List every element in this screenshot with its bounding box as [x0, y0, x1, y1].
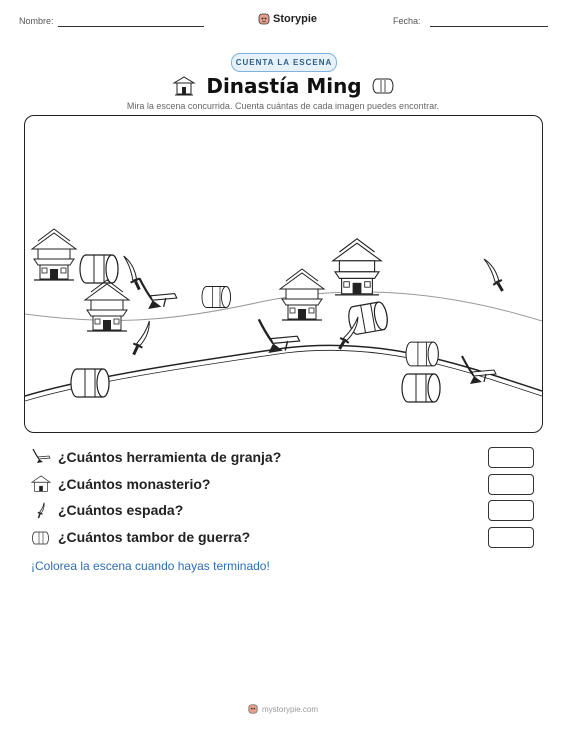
footer-url: mystorypie.com	[261, 704, 318, 714]
scene-drawing	[25, 116, 542, 432]
monastery-icon	[172, 75, 196, 97]
question-row-sword	[30, 500, 540, 527]
question-row-war-drum	[30, 527, 540, 554]
date-field[interactable]	[430, 26, 548, 27]
war-drum-icon	[406, 342, 438, 366]
war-drum-icon	[30, 528, 52, 548]
answer-box[interactable]	[488, 500, 534, 521]
monastery-icon	[32, 229, 76, 280]
brand-logo	[258, 12, 317, 26]
question-row-monastery	[30, 474, 540, 501]
counting-scene	[24, 115, 543, 433]
answer-box[interactable]	[488, 447, 534, 468]
section-badge: CUENTA LA ESCENA	[231, 53, 337, 72]
brand-name: Storypie	[273, 13, 318, 25]
monastery-icon	[333, 239, 381, 295]
question-list	[30, 447, 540, 553]
farm-plow-icon	[259, 319, 300, 353]
war-drum-icon	[372, 77, 394, 95]
question-text: ¿Cuántos espada?	[58, 502, 184, 518]
answer-box[interactable]	[488, 527, 534, 548]
war-drum-icon	[71, 369, 109, 397]
instructions: Mira la escena concurrida. Cuenta cuántas de cada imagen puedes encontrar.	[126, 101, 440, 111]
war-drum-icon	[402, 374, 440, 402]
question-row-farm-tool	[30, 447, 540, 474]
war-drum-icon	[80, 255, 118, 283]
sword-icon	[30, 501, 52, 521]
monastery-icon	[85, 280, 129, 331]
footer	[0, 703, 566, 715]
question-text: ¿Cuántos monasterio?	[58, 475, 211, 492]
monastery-icon	[30, 475, 52, 495]
farm-plow-icon	[30, 448, 52, 468]
name-field[interactable]	[58, 26, 204, 27]
storypie-mascot-icon	[258, 12, 270, 26]
monastery-icon	[280, 269, 324, 320]
storypie-mascot-icon	[248, 703, 258, 715]
war-drum-icon	[202, 287, 231, 308]
coloring-instruction: ¡Colorea la escena cuando hayas terminado!	[31, 559, 270, 573]
page-title: Dinastía Ming	[206, 74, 362, 98]
name-label: Nombre:	[19, 16, 54, 26]
sword-icon	[480, 256, 507, 293]
farm-plow-icon	[139, 278, 176, 309]
question-text: ¿Cuántos tambor de guerra?	[58, 528, 251, 545]
sword-icon	[129, 319, 154, 357]
worksheet-header	[0, 12, 566, 34]
sword-icon	[119, 254, 144, 292]
answer-box[interactable]	[488, 474, 534, 495]
date-label: Fecha:	[393, 16, 421, 26]
question-text: ¿Cuántos herramienta de granja?	[58, 449, 282, 465]
title-row	[0, 73, 566, 99]
